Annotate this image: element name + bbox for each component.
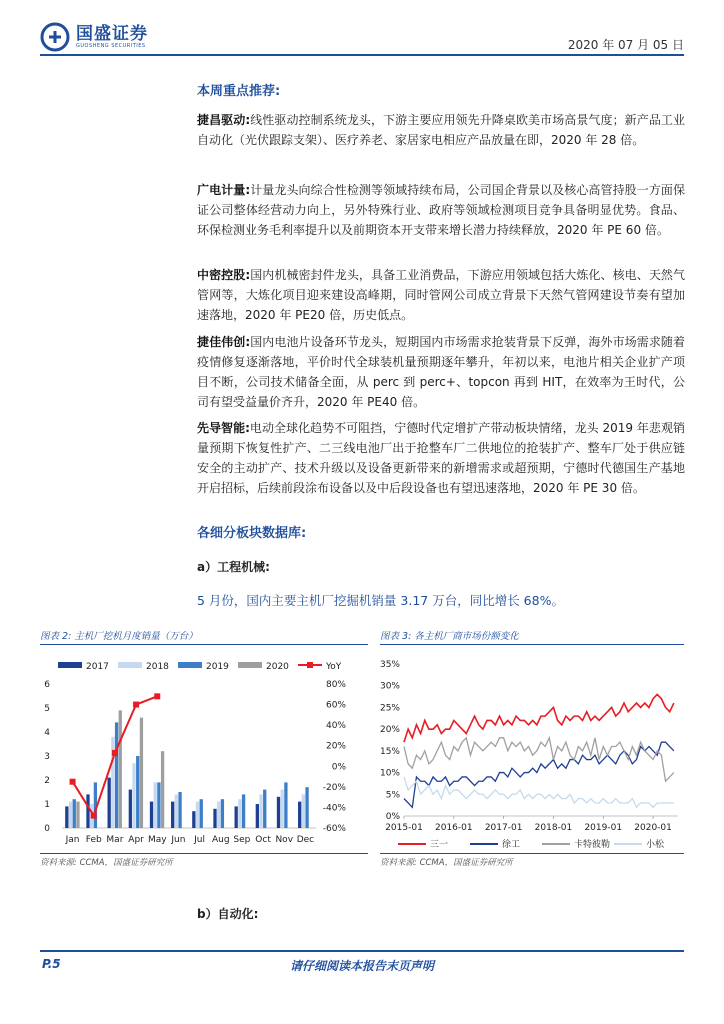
section-title-database: 各细分板块数据库: [197, 526, 307, 541]
legend-label-2019: 2019 [206, 662, 229, 672]
figure-3-title-rule [380, 644, 684, 645]
y-tick-label: 35% [380, 660, 400, 670]
x-tick-label: 2020-01 [634, 823, 672, 833]
x-tick-label: Sep [233, 835, 251, 845]
company-logo [40, 22, 148, 52]
bar-2020-May [161, 751, 164, 828]
x-tick-label: May [147, 835, 167, 845]
x-tick-label: Jan [65, 835, 80, 845]
paragraph-4 [197, 332, 685, 412]
y-tick-label: 0 [44, 824, 50, 834]
figure-3-source: 资料来源: CCMA，国盛证券研究所 [380, 858, 513, 868]
y2-tick-label: -40% [322, 803, 346, 814]
bar-2019-Jan [73, 799, 76, 828]
legend-label-YoY: YoY [326, 662, 342, 672]
paragraph-3-company: 中密控股: [197, 268, 251, 282]
line-卡特彼勒 [404, 738, 674, 781]
paragraph-5-text: 电动全球化趋势不可阻挡，宁德时代定增扩产带动板块情绪，龙头 2019 年悲观销量预期下恢复性扩产、二三线电池厂出于抢整车厂二供地位的抢装扩产、整车厂处于供应链安全的主动扩产、技术升级以及设备更新带来的新增需求或超预期，宁德时代德国生产基地开启招标，后续前段涂布设备以及中后段设备也有望迅速落地，2020 年 PE 30 倍。 [197, 421, 685, 495]
y-tick-label: 25% [380, 703, 400, 714]
section-title-recommendations: 本周重点推荐: [197, 84, 281, 99]
subsection-a-label: a）工程机械: [197, 560, 270, 574]
bar-2017-Apr [129, 790, 132, 828]
yoy-point-Apr [133, 702, 139, 708]
page-header [0, 0, 724, 58]
paragraph-2-text: 计量龙头向综合性检测等领域持续布局，公司国企背景以及核心高管持股一方面保证公司整体经营动力向上，另外特殊行业、政府等领域检测项目竞争具备明显优势。食品、环保检测业务毛利率提升以及前期资本开支带来增长潜力持续释放，2020 年 PE 60 倍。 [197, 183, 685, 237]
legend-swatch-2020 [238, 662, 262, 668]
bar-2019-Sep [242, 794, 245, 828]
figure-2-title-rule [40, 644, 368, 645]
legend-label-徐工: 徐工 [502, 840, 521, 850]
y2-tick-label: 40% [325, 721, 346, 732]
x-tick-label: Apr [128, 835, 144, 845]
bar-2017-Jun [171, 802, 174, 828]
bar-2020-Mar [119, 710, 122, 828]
y2-tick-label: 80% [325, 680, 346, 690]
bar-2017-Feb [86, 794, 89, 828]
y-tick-label: 5 [44, 704, 50, 714]
logo-english-name: GUOSHENG SECURITIES [76, 42, 146, 49]
bar-2019-Jun [178, 792, 181, 828]
y-tick-label: 10% [380, 768, 400, 779]
x-tick-label: Nov [275, 835, 294, 845]
paragraph-4-text: 国内电池片设备环节龙头，短期国内市场需求抢装背景下反弹，海外市场需求随着疫情修复逐渐落地，平价时代全球装机量预期逐年攀升，年初以来，电池片相关企业扩产项目不断，公司技术储备全面，从 perc 到 perc+、topcon 再到 HIT，在效率为王时代，公司有望受益量价齐升，2020 年 PE40 倍。 [197, 335, 685, 409]
bar-2019-May [157, 782, 160, 828]
bar-2018-Jul [196, 802, 199, 828]
bar-2017-Sep [235, 806, 238, 828]
line-小松 [404, 777, 674, 807]
bar-2017-Aug [213, 809, 216, 828]
y-tick-label: 15% [380, 746, 400, 757]
x-tick-label: 2017-01 [484, 823, 523, 833]
x-tick-label: Jun [171, 835, 186, 845]
footer-divider [40, 950, 684, 952]
excavator-monthly-sales-chart [40, 648, 368, 852]
x-tick-label: Oct [255, 835, 271, 845]
x-tick-label: Feb [85, 835, 102, 845]
paragraph-3-text: 国内机械密封件龙头，具备工业消费品，下游应用领域包括大炼化、核电、天然气管网等，大炼化项目迎来建设高峰期，同时管网公司成立背景下天然气管网建设节奏有望加速落地，2020 年 PE20 倍，历史低点。 [197, 268, 685, 322]
paragraph-3 [197, 265, 685, 325]
y2-tick-label: 20% [325, 741, 346, 752]
figure-2-bottom-rule [40, 853, 368, 854]
y-tick-label: 5% [385, 790, 400, 801]
highlight-sales-summary: 5 月份，国内主要主机厂挖掘机销量 3.17 万台，同比增长 68%。 [197, 593, 564, 608]
y2-tick-label: -20% [322, 782, 346, 793]
y-tick-label: 0% [385, 812, 400, 822]
x-tick-label: 2018-01 [534, 823, 573, 833]
bar-2018-Oct [259, 794, 262, 828]
paragraph-1 [197, 110, 685, 150]
legend-label-2018: 2018 [146, 662, 169, 672]
paragraph-1-text: 线性驱动控制系统龙头，下游主要应用领先升降桌欧美市场高景气度；新产品工业自动化（光伏跟踪支架）、医疗养老、家居家电相应产品放量在即，2020 年 28 倍。 [197, 113, 685, 147]
bar-2018-Nov [281, 790, 284, 828]
y-tick-label: 20% [380, 725, 400, 736]
paragraph-5 [197, 418, 685, 498]
y2-tick-label: -60% [322, 824, 346, 834]
legend-label-2017: 2017 [86, 662, 109, 672]
logo-chinese-name: 国盛证券 [76, 23, 148, 44]
figure-2-title: 图表 2: 主机厂挖机月度销量（万台） [40, 631, 198, 642]
bar-2017-Mar [108, 778, 111, 828]
paragraph-1-company: 捷昌驱动: [197, 113, 251, 127]
x-tick-label: 2019-01 [584, 823, 623, 833]
bar-2019-Mar [115, 722, 118, 828]
bar-2019-Nov [284, 782, 287, 828]
y2-tick-label: 0% [331, 762, 346, 773]
subsection-b-label: b）自动化: [197, 907, 259, 921]
bar-2020-Apr [140, 718, 143, 828]
bar-2019-Apr [136, 756, 139, 828]
x-tick-label: Aug [211, 835, 230, 845]
header-divider [40, 54, 684, 56]
logo-emblem-icon [40, 22, 70, 52]
bar-2018-Dec [302, 794, 305, 828]
x-tick-label: 2016-01 [435, 823, 473, 833]
y-tick-label: 30% [380, 681, 400, 692]
figure-2-source: 资料来源: CCMA，国盛证券研究所 [40, 858, 173, 868]
bar-2017-May [150, 802, 153, 828]
bar-2018-Aug [217, 802, 220, 828]
x-tick-label: Dec [296, 835, 315, 845]
line-三一 [404, 694, 674, 742]
legend-swatch-2019 [178, 662, 202, 668]
bar-2018-Sep [238, 799, 241, 828]
legend-label-三一: 三一 [430, 840, 449, 850]
bar-2018-Jan [69, 802, 72, 828]
bar-2019-Jul [200, 799, 203, 828]
yoy-point-Mar [112, 750, 118, 756]
page-number: P.5 [42, 957, 61, 971]
x-tick-label: Jul [194, 835, 206, 845]
bar-2017-Jan [65, 806, 68, 828]
bar-2017-Oct [256, 804, 259, 828]
paragraph-2-company: 广电计量: [197, 183, 251, 197]
bar-2020-Jan [76, 802, 79, 828]
y-tick-label: 1 [44, 800, 50, 810]
bar-2018-Jun [175, 794, 178, 828]
legend-swatch-2018 [118, 662, 142, 668]
bar-2019-Oct [263, 790, 266, 828]
yoy-point-May [154, 693, 160, 699]
x-tick-label: 2015-01 [385, 823, 423, 833]
y-tick-label: 2 [44, 776, 50, 786]
footer-disclaimer: 请仔细阅读本报告末页声明 [289, 959, 434, 973]
paragraph-4-company: 捷佳伟创: [197, 335, 251, 349]
yoy-point-Jan [70, 779, 76, 785]
y-tick-label: 6 [44, 680, 50, 690]
y-tick-label: 4 [44, 728, 50, 738]
legend-swatch-2017 [58, 662, 82, 668]
paragraph-2 [197, 180, 685, 240]
paragraph-5-company: 先导智能: [197, 421, 250, 435]
bar-2019-Dec [305, 787, 308, 828]
legend-label-卡特彼勒: 卡特彼勒 [574, 840, 611, 850]
legend-label-小松: 小松 [646, 840, 665, 850]
bar-2017-Jul [192, 811, 195, 828]
x-tick-label: Mar [106, 835, 124, 845]
bar-2017-Nov [277, 797, 280, 828]
market-share-chart [380, 648, 684, 852]
legend-marker-yoy [307, 662, 313, 668]
legend-label-2020: 2020 [266, 662, 289, 672]
y-tick-label: 3 [44, 752, 50, 762]
yoy-point-Feb [91, 813, 97, 819]
bar-2017-Dec [298, 802, 301, 828]
figure-3-title: 图表 3: 各主机厂商市场份额变化 [380, 631, 519, 642]
report-date: 2020 年 07 月 05 日 [567, 38, 684, 52]
figure-3-bottom-rule [380, 853, 684, 854]
y2-tick-label: 60% [325, 700, 346, 711]
bar-2018-May [154, 782, 157, 828]
bar-2019-Aug [221, 799, 224, 828]
bar-2018-Apr [132, 763, 135, 828]
